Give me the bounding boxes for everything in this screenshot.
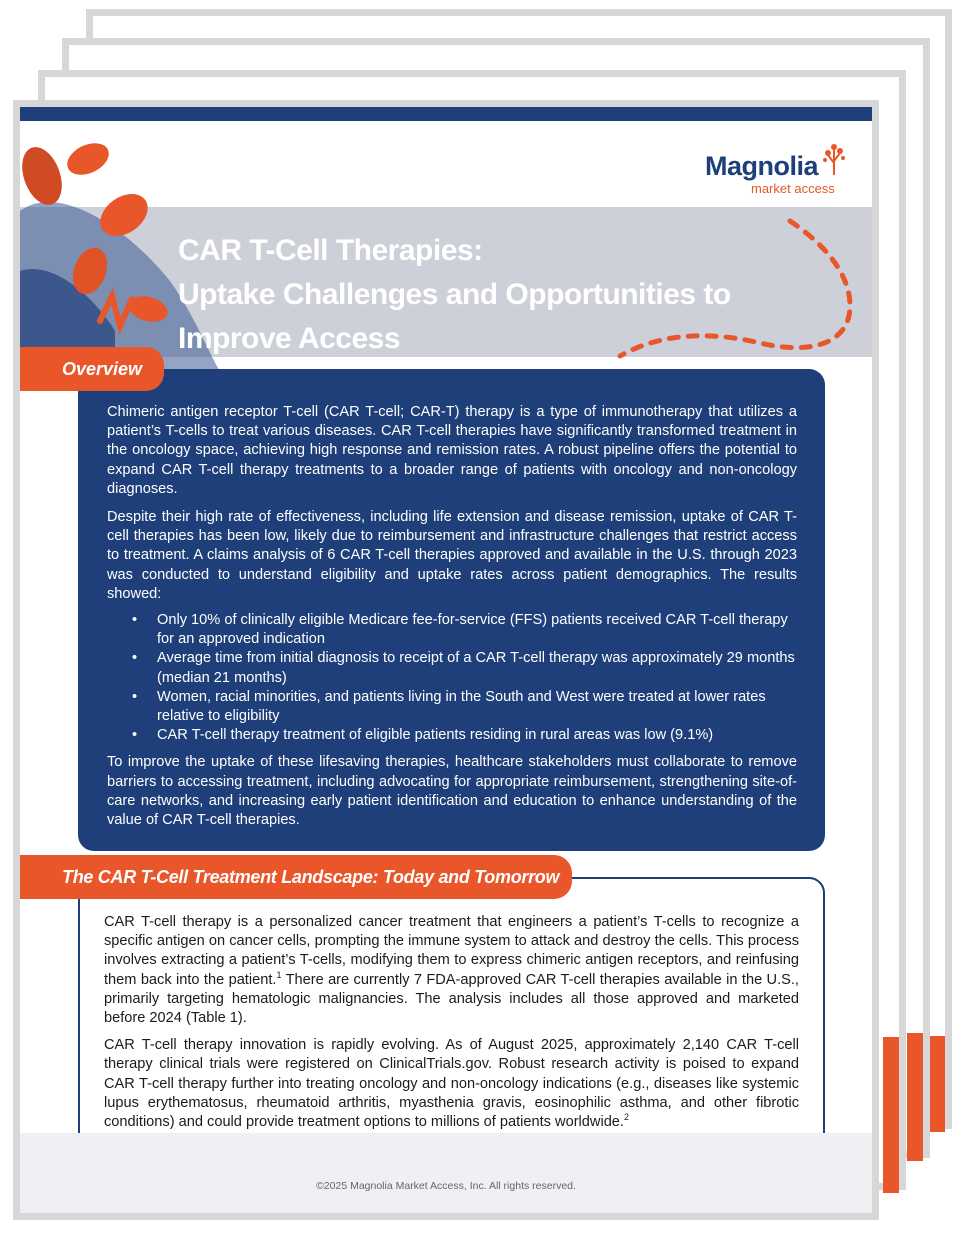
- page-accent-bar: [929, 1036, 945, 1132]
- list-item: • Only 10% of clinically eligible Medicare fee-for-service (FFS) patients received CAR T-cell therapy for an approved indication: [107, 611, 797, 649]
- title-line-3: Improve Access: [178, 322, 401, 355]
- copyright-footer: ©2025 Magnolia Market Access, Inc. All rights reserved.: [316, 1180, 576, 1192]
- landscape-paragraph-1-cont: There are currently 7 FDA-approved CAR T-cell therapies available in the U.S., primarily targeting hematologic malignancies. The analysis includes all those approved and marketed before 2024 (Table 1).: [104, 971, 799, 1027]
- list-item: • Average time from initial diagnosis to receipt of a CAR T-cell therapy was approximately 29 months (median 21 months): [107, 649, 797, 687]
- magnolia-logo: [700, 139, 850, 199]
- logo-subtitle: market access: [751, 181, 835, 196]
- title-line-2: Uptake Challenges and Opportunities to: [178, 278, 731, 311]
- page-accent-bar: [883, 1037, 899, 1193]
- title-line-1: CAR T-Cell Therapies:: [178, 234, 483, 267]
- citation-1: 1: [276, 969, 282, 980]
- page-title: [178, 229, 731, 361]
- overview-paragraph-3: To improve the uptake of these lifesaving therapies, healthcare stakeholders must collaborate to remove barriers to accessing treatment, including advocating for appropriate reimbursement, strengthening site-of-care networks, and increasing early patient identification and education to enhance understanding of the value of CAR T-cell therapies.: [107, 754, 797, 829]
- citation-2: 2: [623, 1112, 629, 1123]
- magnolia-tree-icon: [822, 143, 846, 175]
- landscape-section-heading: The CAR T-Cell Treatment Landscape: Today and Tomorrow: [20, 855, 572, 899]
- overview-paragraph-2: Despite their high rate of effectiveness, including life extension and disease remission, uptake of CAR T-cell therapies has been low, likely due to reimbursement and infrastructure challenges that restrict access to treatment. A claims analysis of 6 CAR T-cell therapies approved and available in the U.S. through 2023 was conducted to understand eligibility and uptake rates across patient demographics. The results showed:: [107, 509, 797, 602]
- results-list: [107, 611, 797, 745]
- overview-paragraph-1: Chimeric antigen receptor T-cell (CAR T-cell; CAR-T) therapy is a type of immunotherapy that utilizes a patient’s T-cells to treat various diseases. CAR T-cell therapies have significantly transformed treatment in the oncology space, achieving high response and remission rates. A robust pipeline offers the potential to expand CAR T-cell therapy treatments to a broader range of patients with oncology and non-oncology diagnoses.: [107, 404, 797, 497]
- list-item: • CAR T-cell therapy treatment of eligible patients residing in rural areas was low (9.1%): [107, 726, 797, 745]
- footer-band: [20, 1133, 872, 1220]
- landscape-paragraph-1: [104, 913, 799, 1028]
- logo-wordmark: Magnolia: [705, 151, 819, 181]
- front-page: [13, 100, 879, 1220]
- overview-section-heading: Overview: [20, 347, 164, 391]
- landscape-section: [78, 877, 825, 1159]
- overview-section: [78, 369, 825, 851]
- top-accent-bar: [20, 107, 872, 121]
- landscape-paragraph-2: [104, 1036, 799, 1132]
- list-item: • Women, racial minorities, and patients living in the South and West were treated at lower rates relative to eligibility: [107, 688, 797, 726]
- landscape-paragraph-2-text: CAR T-cell therapy innovation is rapidly evolving. As of August 2025, approximately 2,140 CAR T-cell therapy clinical trials were registered on ClinicalTrials.gov. Robust research activity is poised to expand CAR T-cell therapy further into treating oncology and non-oncology indications (e.g., diseases like systemic lupus erythematosus, rheumatoid arthritis, myasthenia gravis, eosinophilic asthma, and other fibrotic conditions) and could provide treatment options to millions of patients worldwide.: [104, 1037, 799, 1131]
- page-accent-bar: [907, 1033, 923, 1161]
- landscape-paragraph-1-text: CAR T-cell therapy is a personalized cancer treatment that engineers a patient’s T-cells to recognize a specific antigen on cancer cells, prompting the immune system to attack and destroy the cells. This process involves extracting a patient’s T-cells, modifying them to express chimeric antigen receptors, and reinfusing them back into the patient.: [104, 914, 799, 988]
